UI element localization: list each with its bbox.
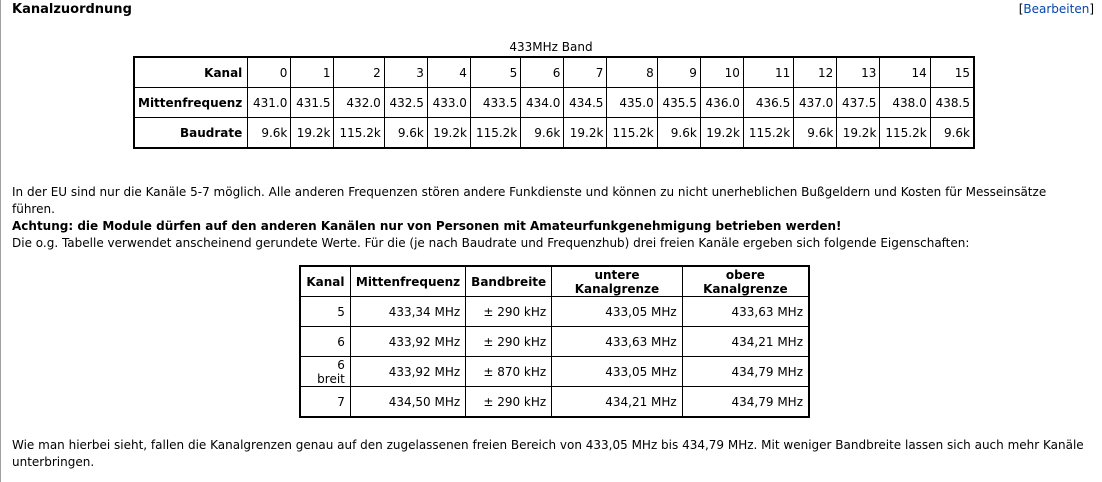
props-cell: 433,05 MHz bbox=[552, 297, 683, 327]
props-table-row bbox=[300, 387, 809, 418]
band-cell: 434.0 bbox=[521, 88, 564, 118]
band-cell: 9.6k bbox=[384, 118, 427, 149]
band-cell: 436.0 bbox=[700, 88, 743, 118]
band-cell: 12 bbox=[794, 57, 837, 88]
props-table-row bbox=[300, 297, 809, 327]
band-cell: 9.6k bbox=[521, 118, 564, 149]
band-cell: 432.5 bbox=[384, 88, 427, 118]
band-cell: 9.6k bbox=[794, 118, 837, 149]
props-cell: 433,63 MHz bbox=[552, 327, 683, 357]
band-table bbox=[133, 56, 975, 149]
props-cell: 6 breit bbox=[300, 357, 350, 387]
band-cell: 11 bbox=[743, 57, 793, 88]
props-cell: 5 bbox=[300, 297, 350, 327]
band-row-label: Mittenfrequenz bbox=[134, 88, 248, 118]
band-cell: 19.2k bbox=[427, 118, 470, 149]
channel-properties-table bbox=[299, 265, 810, 418]
band-cell: 436.5 bbox=[743, 88, 793, 118]
props-cell: 7 bbox=[300, 387, 350, 418]
band-cell: 434.5 bbox=[564, 88, 607, 118]
edit-bracket-open: [ bbox=[1018, 2, 1024, 16]
props-column-header: Bandbreite bbox=[466, 266, 552, 297]
props-column-header: Mittenfrequenz bbox=[350, 266, 465, 297]
band-cell: 115.2k bbox=[470, 118, 520, 149]
eu-channel-notice bbox=[12, 184, 1092, 235]
props-cell: 433,63 MHz bbox=[682, 297, 809, 327]
band-cell: 9.6k bbox=[930, 118, 974, 149]
props-cell: 434,79 MHz bbox=[682, 387, 809, 418]
band-cell: 437.0 bbox=[794, 88, 837, 118]
band-table-row bbox=[134, 88, 974, 118]
band-cell: 431.5 bbox=[291, 88, 334, 118]
band-cell: 19.2k bbox=[291, 118, 334, 149]
props-table-row bbox=[300, 327, 809, 357]
band-cell: 14 bbox=[880, 57, 930, 88]
band-cell: 115.2k bbox=[743, 118, 793, 149]
band-cell: 6 bbox=[521, 57, 564, 88]
band-cell: 5 bbox=[470, 57, 520, 88]
props-cell: 433,92 MHz bbox=[350, 327, 465, 357]
rounded-values-note: Die o.g. Tabelle verwendet anscheinend gerundete Werte. Für die (je nach Baudrate und Frequenzhub) drei freien Kanäle ergeben sich folgende Eigenschaften: bbox=[12, 236, 970, 250]
section-heading: Kanalzuordnung bbox=[12, 2, 132, 17]
band-cell: 437.5 bbox=[837, 88, 880, 118]
props-cell: 433,05 MHz bbox=[552, 357, 683, 387]
eu-channel-text: In der EU sind nur die Kanäle 5-7 möglich. Alle anderen Frequenzen stören andere Funkdienste und können zu nicht unerheblichen Bußgeldern und Kosten für Messeinsätze führen. bbox=[12, 185, 1047, 216]
props-cell: 434,79 MHz bbox=[682, 357, 809, 387]
props-cell: 6 bbox=[300, 327, 350, 357]
band-cell: 19.2k bbox=[837, 118, 880, 149]
props-cell: ± 290 kHz bbox=[466, 327, 552, 357]
props-cell: 433,92 MHz bbox=[350, 357, 465, 387]
band-cell: 9.6k bbox=[248, 118, 291, 149]
props-cell: 434,21 MHz bbox=[552, 387, 683, 418]
props-column-header: Kanal bbox=[300, 266, 350, 297]
band-row-label: Kanal bbox=[134, 57, 248, 88]
band-cell: 431.0 bbox=[248, 88, 291, 118]
amateur-warning: Achtung: die Module dürfen auf den anderen Kanälen nur von Personen mit Amateurfunkgenehmigung betrieben werden! bbox=[12, 219, 842, 233]
props-header-row bbox=[300, 266, 809, 297]
band-cell: 13 bbox=[837, 57, 880, 88]
edit-bracket-close: ] bbox=[1089, 2, 1094, 16]
band-cell: 433.0 bbox=[427, 88, 470, 118]
band-cell: 9 bbox=[657, 57, 700, 88]
edit-section-link-wrapper bbox=[1019, 2, 1094, 16]
band-table-caption: 433MHz Band bbox=[509, 40, 593, 54]
band-cell: 1 bbox=[291, 57, 334, 88]
edit-section-link[interactable]: Bearbeiten bbox=[1023, 2, 1090, 16]
props-column-header: untere Kanalgrenze bbox=[552, 266, 683, 297]
props-column-header: obere Kanalgrenze bbox=[682, 266, 809, 297]
band-cell: 3 bbox=[384, 57, 427, 88]
band-cell: 115.2k bbox=[880, 118, 930, 149]
props-cell: 434,50 MHz bbox=[350, 387, 465, 418]
props-cell: ± 290 kHz bbox=[466, 387, 552, 418]
props-cell: 434,21 MHz bbox=[682, 327, 809, 357]
band-cell: 115.2k bbox=[607, 118, 657, 149]
channel-limits-summary: Wie man hierbei sieht, fallen die Kanalgrenzen genau auf den zugelassenen freien Bereich von 433,05 MHz bis 434,79 MHz. Mit weniger Bandbreite lassen sich auch mehr Kanäle unterbringen. bbox=[12, 438, 1084, 469]
band-cell: 0 bbox=[248, 57, 291, 88]
props-table-row bbox=[300, 357, 809, 387]
band-cell: 4 bbox=[427, 57, 470, 88]
band-cell: 15 bbox=[930, 57, 974, 88]
band-row-label: Baudrate bbox=[134, 118, 248, 149]
band-cell: 10 bbox=[700, 57, 743, 88]
props-cell: ± 870 kHz bbox=[466, 357, 552, 387]
band-cell: 432.0 bbox=[334, 88, 384, 118]
page-left-border bbox=[0, 0, 1, 482]
band-cell: 19.2k bbox=[700, 118, 743, 149]
band-table-row bbox=[134, 57, 974, 88]
band-cell: 2 bbox=[334, 57, 384, 88]
band-cell: 433.5 bbox=[470, 88, 520, 118]
band-cell: 435.0 bbox=[607, 88, 657, 118]
band-cell: 9.6k bbox=[657, 118, 700, 149]
band-cell: 438.0 bbox=[880, 88, 930, 118]
band-cell: 7 bbox=[564, 57, 607, 88]
band-table-row bbox=[134, 118, 974, 149]
band-cell: 115.2k bbox=[334, 118, 384, 149]
band-cell: 435.5 bbox=[657, 88, 700, 118]
band-cell: 19.2k bbox=[564, 118, 607, 149]
props-cell: 433,34 MHz bbox=[350, 297, 465, 327]
props-cell: ± 290 kHz bbox=[466, 297, 552, 327]
band-cell: 8 bbox=[607, 57, 657, 88]
band-cell: 438.5 bbox=[930, 88, 974, 118]
